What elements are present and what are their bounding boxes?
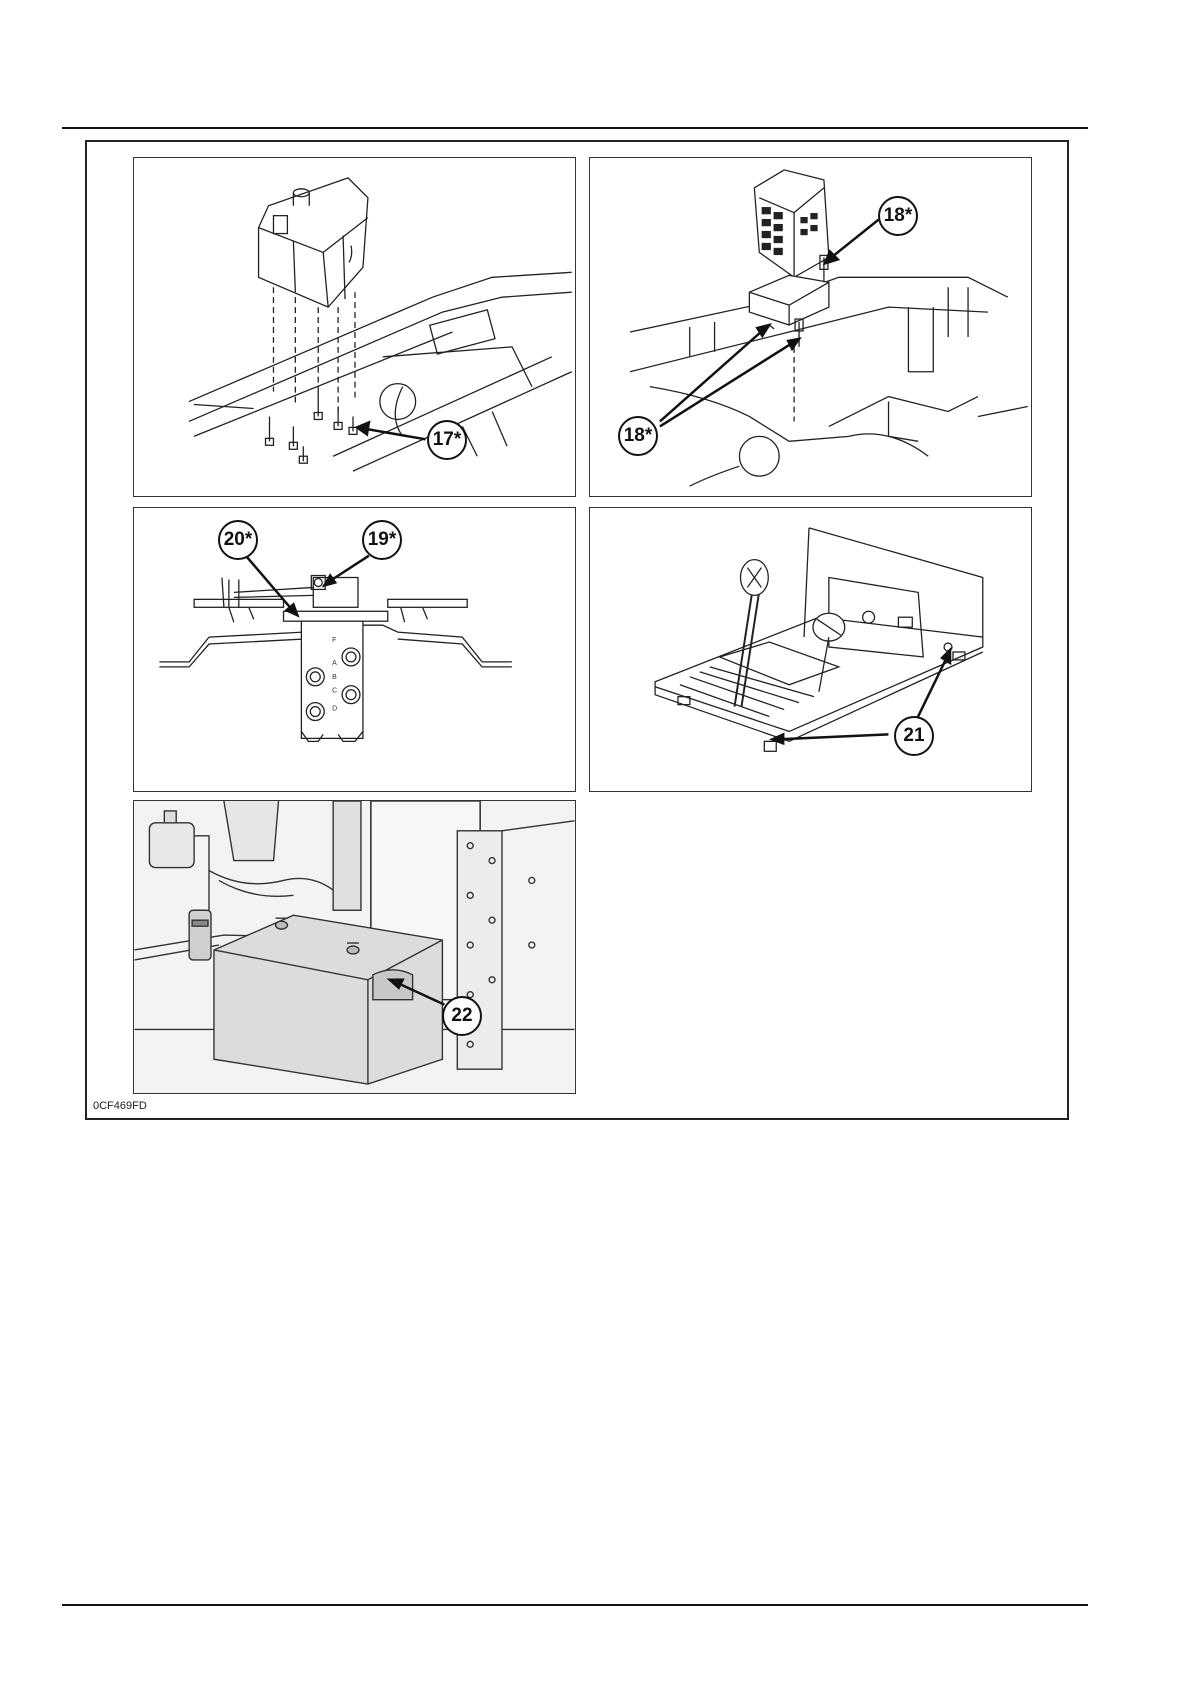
callout-19: 19* xyxy=(362,520,402,560)
port-label-d: D xyxy=(332,705,338,713)
figure-code: 0CF469FD xyxy=(93,1100,147,1112)
footer-rule xyxy=(62,1604,1088,1606)
port-label-b: B xyxy=(332,673,337,681)
control-valve-illustration xyxy=(590,158,1031,496)
panel-valve-section xyxy=(133,507,576,792)
valve-section-illustration xyxy=(134,508,575,791)
callout-22: 22 xyxy=(442,996,482,1036)
panel-cab-floor xyxy=(589,507,1032,792)
battery-box-illustration xyxy=(134,801,575,1093)
callout-17: 17* xyxy=(427,420,467,460)
panel-battery-box xyxy=(133,800,576,1094)
panel-tank-bolts xyxy=(133,157,576,497)
port-label-c: C xyxy=(332,687,338,695)
callout-20: 20* xyxy=(218,520,258,560)
port-label-f: F xyxy=(332,637,337,645)
callout-18-lower: 18* xyxy=(618,416,658,456)
figure-frame xyxy=(85,140,1069,1120)
cab-floor-illustration xyxy=(590,508,1031,791)
header-rule xyxy=(62,127,1088,129)
callout-21: 21 xyxy=(894,716,934,756)
tank-illustration xyxy=(134,158,575,496)
callout-18-upper: 18* xyxy=(878,196,918,236)
port-label-a: A xyxy=(332,659,337,667)
panel-control-valve xyxy=(589,157,1032,497)
